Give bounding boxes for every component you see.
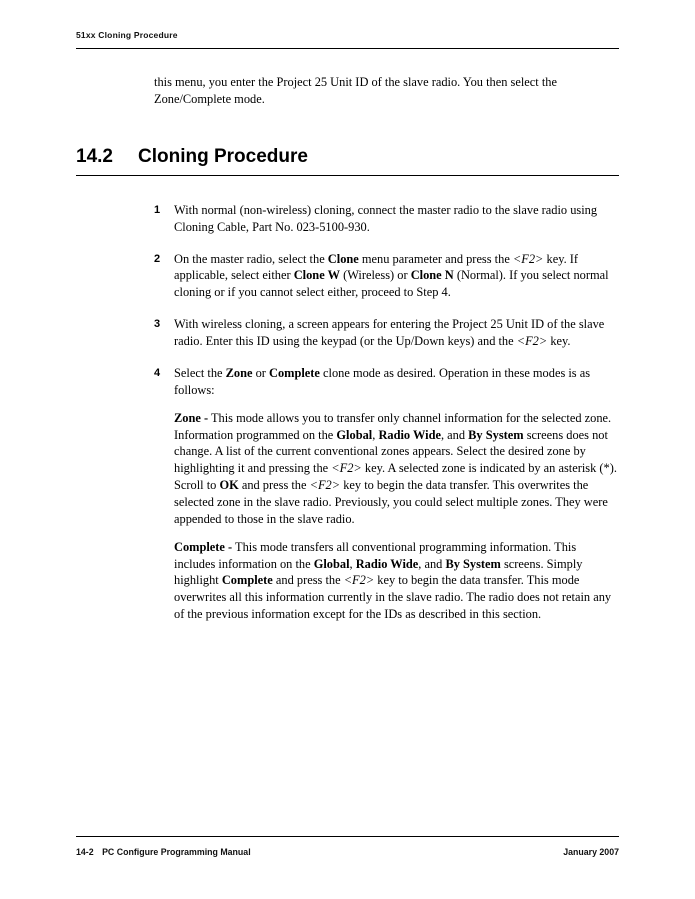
emphasis-bold: Complete — [221, 573, 273, 588]
key-reference: <F2> — [309, 478, 341, 493]
footer-manual-title: PC Configure Programming Manual — [102, 847, 251, 857]
step-text — [174, 202, 619, 236]
clone-mode-paragraph: Zone - This mode allows you to transfer only channel information for the selected zone. Information programmed on the Global, Radio Wide, and By System screens does not change. A list of the current conventional zones appears. Select the desired zone by highlighting it and pressing the <F2> key. A selected zone is indicated by an asterisk (*). Scroll to OK and press the <F2> key to begin the data transfer. This overwrites the selected zone in the slave radio. Previously, you could select multiple zones. They were appended to those in the slave radio. — [174, 410, 617, 526]
footer-divider — [76, 836, 619, 837]
procedure-step-list — [154, 202, 619, 623]
step-number: 1 — [154, 203, 161, 216]
emphasis-bold: OK — [219, 478, 239, 493]
step-text — [174, 251, 619, 302]
emphasis-bold: By System — [468, 427, 524, 442]
emphasis-bold: Clone — [327, 251, 359, 266]
header-divider — [76, 48, 619, 49]
step-number: 3 — [154, 318, 161, 331]
step-text — [174, 316, 619, 350]
step-number: 2 — [154, 252, 161, 265]
step-text — [174, 365, 619, 623]
step-paragraph: With normal (non-wireless) cloning, connect the master radio to the slave radio using Cloning Cable, Part No. 023-5100-930. — [174, 202, 598, 234]
section-number: 14.2 — [76, 145, 113, 167]
emphasis-bold: Global — [336, 427, 373, 442]
section-title: Cloning Procedure — [138, 145, 308, 167]
procedure-step — [154, 251, 619, 302]
running-header: 51xx Cloning Procedure — [76, 30, 178, 40]
section-divider — [76, 175, 619, 176]
intro-paragraph: this menu, you enter the Project 25 Unit ID of the slave radio. You then select the Zone/Complete mode. — [154, 75, 557, 106]
procedure-step — [154, 316, 619, 350]
emphasis-bold: Clone N — [410, 268, 454, 283]
emphasis-bold: By System — [445, 556, 501, 571]
key-reference: <F2> — [512, 251, 544, 266]
procedure-step — [154, 202, 619, 236]
emphasis-bold: Global — [313, 556, 350, 571]
section-heading — [76, 146, 619, 168]
step-number: 4 — [154, 366, 161, 379]
emphasis-bold: Clone W — [293, 268, 340, 283]
key-reference: <F2> — [516, 334, 548, 349]
footer-left — [76, 847, 257, 857]
emphasis-bold: Radio Wide — [355, 556, 419, 571]
page-footer — [76, 847, 619, 857]
step-paragraph: On the master radio, select the Clone menu parameter and press the <F2> key. If applicable, select either Clone W (Wireless) or Clone N (Normal). If you select normal cloning or if you cannot select either, proceed to Step 4. — [174, 251, 609, 300]
footer-page-number: 14-2 — [76, 847, 94, 857]
emphasis-bold: Zone — [225, 365, 253, 380]
step-paragraph: With wireless cloning, a screen appears for entering the Project 25 Unit ID of the slave radio. Enter this ID using the keypad (or the Up/Down keys) and the <F2> key. — [174, 317, 605, 349]
footer-date: January 2007 — [563, 847, 619, 857]
emphasis-bold: Complete - — [174, 539, 233, 554]
emphasis-bold: Radio Wide — [378, 427, 441, 442]
page-content — [76, 74, 619, 638]
emphasis-bold: Complete — [269, 365, 320, 380]
step-paragraph: Select the Zone or Complete clone mode as desired. Operation in these modes is as follows: — [174, 365, 591, 397]
clone-mode-paragraph: Complete - This mode transfers all conventional programming information. This includes information on the Global, Radio Wide, and By System screens. Simply highlight Complete and press the <F2> key to begin the data transfer. This mode overwrites all this information currently in the slave radio. The radio does not retain any of the previous information except for the IDs as described in this section. — [174, 539, 612, 622]
procedure-step — [154, 365, 619, 623]
emphasis-bold: Zone - — [174, 410, 209, 425]
key-reference: <F2> — [343, 573, 375, 588]
key-reference: <F2> — [331, 461, 362, 476]
